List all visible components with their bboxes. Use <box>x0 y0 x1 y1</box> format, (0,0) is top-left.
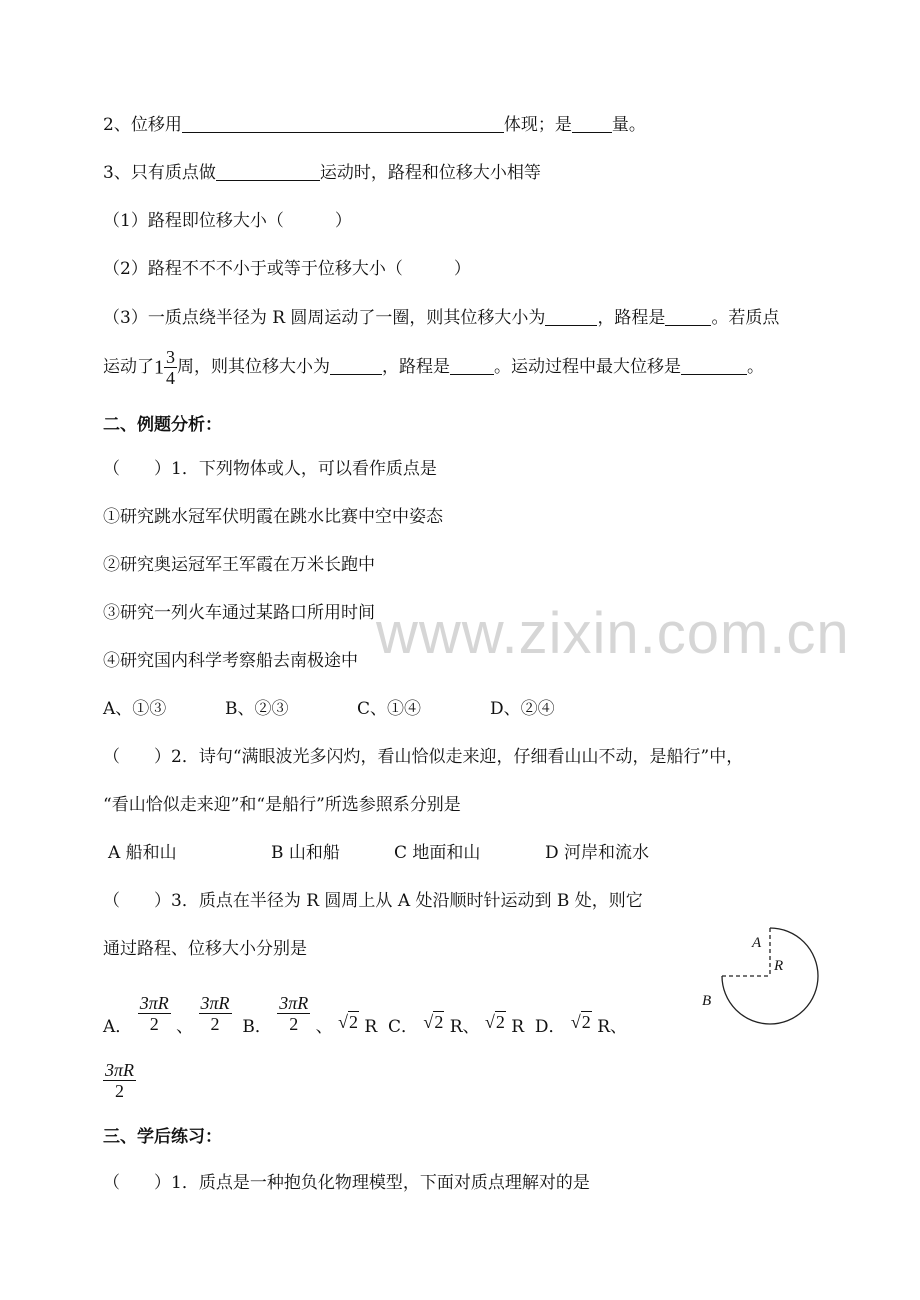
sqrt: √2 <box>570 1012 591 1032</box>
radicand: 2 <box>434 1012 444 1032</box>
label-b: B <box>702 993 712 1009</box>
text: 。若质点 <box>711 308 780 328</box>
q3-options <box>103 990 627 1050</box>
blank[interactable] <box>330 356 382 375</box>
sqrt: √2 <box>338 1012 358 1032</box>
text: R <box>511 1017 525 1037</box>
blank[interactable] <box>665 307 711 326</box>
text: 、 <box>315 1017 333 1037</box>
denominator: 2 <box>115 1081 124 1101</box>
text: 2、位移用 <box>103 115 182 135</box>
denominator: 2 <box>289 1014 299 1034</box>
q1-option[interactable]: D、②④ <box>490 699 555 719</box>
denominator: 2 <box>149 1014 159 1034</box>
q1-stem: （ ）1．下列物体或人，可以看作质点是 <box>103 459 437 479</box>
radicand: 2 <box>581 1012 591 1032</box>
denominator: 4 <box>166 368 175 388</box>
q1-item: ④研究国内科学考察船去南极途中 <box>103 651 358 671</box>
text: 运动时，路程和位移大小相等 <box>319 163 541 183</box>
q2-option[interactable]: A 船和山 <box>108 843 177 863</box>
line-judge-1: （1）路程即位移大小（ ） <box>103 211 352 231</box>
text: ，路程是 <box>597 308 666 328</box>
text: 、 <box>610 1017 628 1037</box>
q2-option[interactable]: C 地面和山 <box>394 843 481 863</box>
text: ，路程是 <box>382 357 450 377</box>
mixed-whole: 1 <box>154 356 164 379</box>
text: 周，则其位移大小为 <box>177 357 330 377</box>
numerator: 3 <box>166 347 175 367</box>
q1-item: ①研究跳水冠军伏明霞在跳水比赛中空中姿态 <box>103 507 443 527</box>
line-circle-1 <box>103 307 779 329</box>
line-judge-2: （2）路程不不不小于或等于位移大小（ ） <box>103 259 471 279</box>
text: （3）一质点绕半径为 R 圆周运动了一圈，则其位移大小为 <box>103 308 546 328</box>
blank[interactable] <box>182 114 504 133</box>
fraction <box>138 993 171 1034</box>
blank[interactable] <box>450 356 494 375</box>
q3-option-c[interactable]: C． <box>388 1017 419 1037</box>
blank[interactable] <box>572 114 612 133</box>
blank[interactable] <box>216 162 320 181</box>
radicand: 2 <box>348 1012 358 1032</box>
watermark: www.zixin.com.cn <box>376 601 850 666</box>
text: 运动了 <box>103 357 154 377</box>
line-condition <box>103 162 541 184</box>
text: 量。 <box>611 115 646 135</box>
q1-option[interactable]: C、①④ <box>357 699 422 719</box>
fraction <box>103 1060 136 1101</box>
section-heading-practice: 三、学后练习： <box>103 1127 222 1147</box>
blank[interactable] <box>681 356 747 375</box>
blank[interactable] <box>545 307 597 326</box>
text: R <box>364 1017 378 1037</box>
practice-q1-stem: （ ）1．质点是一种抱负化物理模型，下面对质点理解对的是 <box>103 1173 590 1193</box>
q1-item: ③研究一列火车通过某路口所用时间 <box>103 603 375 623</box>
circle-figure <box>690 920 830 1030</box>
label-r: R <box>774 958 784 974</box>
text: 3、只有质点做 <box>103 163 216 183</box>
text: R <box>449 1017 463 1037</box>
fraction <box>277 993 310 1034</box>
text: 、 <box>462 1017 480 1037</box>
sqrt: √2 <box>484 1012 505 1032</box>
q3-option-d[interactable]: D． <box>534 1017 566 1037</box>
numerator: 3πR <box>279 993 309 1013</box>
q1-item: ②研究奥运冠军王军霞在万米长跑中 <box>103 555 375 575</box>
text: R <box>597 1017 611 1037</box>
numerator: 3πR <box>105 1060 135 1080</box>
fraction <box>164 347 177 388</box>
q1-option[interactable]: A、①③ <box>103 699 167 719</box>
fraction <box>199 993 232 1034</box>
q3-option-b[interactable]: B． <box>242 1017 272 1037</box>
numerator: 3πR <box>200 993 230 1013</box>
q3-option-d-cont <box>103 1060 136 1101</box>
q2-stem-cont: “看山恰似走来迎”和“是船行”所选参照系分别是 <box>103 795 461 815</box>
text: 。运动过程中最大位移是 <box>494 357 681 377</box>
q3-stem-cont: 通过路程、位移大小分别是 <box>103 939 307 959</box>
text: 。 <box>747 357 764 377</box>
denominator: 2 <box>210 1014 220 1034</box>
q2-stem: （ ）2．诗句“满眼波光多闪灼，看山恰似走来迎，仔细看山山不动，是船行”中， <box>103 747 744 767</box>
sqrt: √2 <box>423 1012 444 1032</box>
q2-option[interactable]: B 山和船 <box>271 843 340 863</box>
q3-stem: （ ）3．质点在半径为 R 圆周上从 A 处沿顺时针运动到 B 处，则它 <box>103 891 643 911</box>
q3-option-a[interactable]: A． <box>103 1017 133 1037</box>
label-a: A <box>752 935 762 951</box>
text: 体现；是 <box>503 115 572 135</box>
text: 、 <box>176 1017 194 1037</box>
numerator: 3πR <box>139 993 169 1013</box>
line-displacement <box>103 114 646 136</box>
q1-option[interactable]: B、②③ <box>225 699 289 719</box>
radicand: 2 <box>495 1012 505 1032</box>
q2-option[interactable]: D 河岸和流水 <box>545 843 650 863</box>
section-heading-examples: 二、例题分析： <box>103 415 222 435</box>
line-circle-2 <box>103 345 764 390</box>
